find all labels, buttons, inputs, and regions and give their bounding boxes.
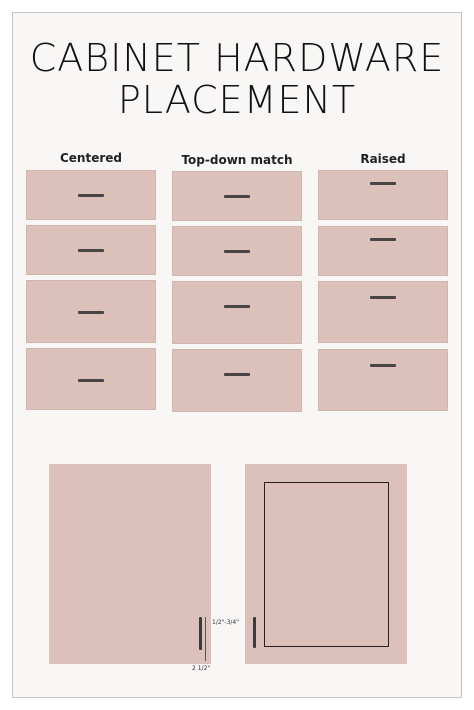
drawer-raised-4 [318, 349, 448, 411]
drawer-pull [78, 379, 104, 382]
dimension-height-label: 2 1/2" [192, 665, 211, 672]
drawer-pull [370, 364, 396, 367]
column-label-centered: Centered [59, 151, 122, 165]
slab-door [49, 464, 211, 664]
drawer-pull [224, 250, 250, 253]
drawer-pull [224, 195, 250, 198]
dimension-offset-label: 1/2"-3/4" [212, 619, 239, 626]
drawer-top-down-4 [172, 349, 302, 412]
drawer-pull [78, 311, 104, 314]
door-pull [199, 617, 202, 650]
drawer-pull [224, 373, 250, 376]
drawer-pull [78, 194, 104, 197]
column-label-raised: Raised [360, 152, 406, 166]
drawer-raised-1 [318, 170, 448, 220]
drawer-raised-3 [318, 281, 448, 343]
drawer-pull [370, 296, 396, 299]
shaker-door [245, 464, 407, 664]
dimension-line [205, 617, 206, 661]
drawer-centered-2 [26, 225, 156, 275]
title-line-2: PLACEMENT [117, 78, 357, 122]
drawer-raised-2 [318, 226, 448, 276]
door-inner-panel [264, 482, 389, 647]
door-pull [253, 617, 256, 648]
drawer-centered-3 [26, 280, 156, 343]
drawer-top-down-2 [172, 226, 302, 276]
column-label-top-down-match: Top-down match [181, 153, 293, 167]
drawer-top-down-1 [172, 171, 302, 221]
title-line-1: CABINET HARDWARE [29, 36, 445, 80]
drawer-top-down-3 [172, 281, 302, 344]
drawer-pull [370, 182, 396, 185]
drawer-centered-4 [26, 348, 156, 410]
drawer-pull [78, 249, 104, 252]
drawer-pull [370, 238, 396, 241]
drawer-pull [224, 305, 250, 308]
drawer-centered-1 [26, 170, 156, 220]
